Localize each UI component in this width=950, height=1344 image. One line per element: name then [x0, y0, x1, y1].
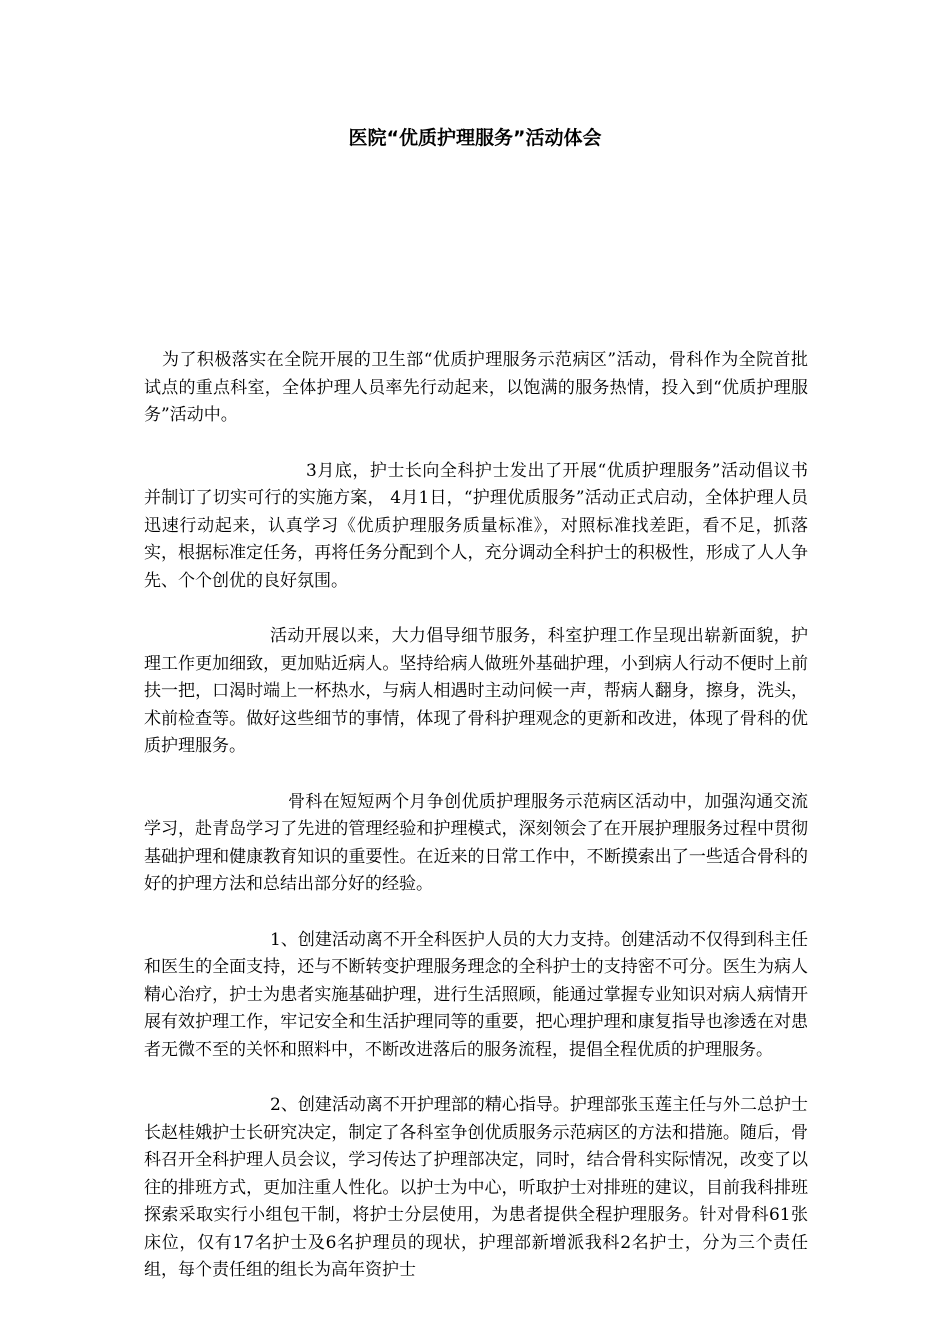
paragraph-point-1: 1、创建活动离不开全科医护人员的大力支持。创建活动不仅得到科主任和医生的全面支持，还与不断转变护理服务理念的全科护士的支持密不可分。医生为病人精心治疗，护士为患者实施基础护理，进行生活照顾，能通过掌握专业知识对病人病情开展有效护理工作，牢记安全和生活护理同等的重要，把心理护理和康复指导也渗透在对患者无微不至的关怀和照料中，不断改进落后的服务流程，提倡全程优质的护理服务。	[144, 929, 808, 1060]
paragraph-intro: 为了积极落实在全院开展的卫生部“优质护理服务示范病区”活动，骨科作为全院首批试点的重点科室，全体护理人员率先行动起来，以饱满的服务热情，投入到“优质护理服务”活动中。	[144, 350, 808, 425]
paragraph-learning: 骨科在短短两个月争创优质护理服务示范病区活动中，加强沟通交流学习，赴青岛学习了先进的管理经验和护理模式，深刻领会了在开展护理服务过程中贯彻基础护理和健康教育知识的重要性。在近来的日常工作中，不断摸索出了一些适合骨科的好的护理方法和总结出部分好的经验。	[144, 791, 808, 894]
document-title: 医院“优质护理服务”活动体会	[348, 127, 602, 149]
document-body	[144, 347, 808, 1313]
paragraph-details: 活动开展以来，大力倡导细节服务，科室护理工作呈现出崭新面貌，护理工作更加细致，更加贴近病人。坚持给病人做班外基础护理，小到病人行动不便时上前扶一把，口渴时端上一杯热水，与病人相遇时主动问候一声，帮病人翻身，擦身，洗头，术前检查等。做好这些细节的事情，体现了骨科护理观念的更新和改进，体现了骨科的优质护理服务。	[144, 626, 808, 756]
paragraph-launch: 3月底，护士长向全科护士发出了开展“优质护理服务”活动倡议书并制订了切实可行的实施方案， 4月1日，“护理优质服务”活动正式启动，全体护理人员迅速行动起来，认真学习《优质护理服务质量标准》，对照标准找差距，看不足，抓落实，根据标准定任务，再将任务分配到个人，充分调动全科护士的积极性，形成了人人争先、个个创优的良好氛围。	[144, 460, 808, 591]
paragraph-point-2: 2、创建活动离不开护理部的精心指导。护理部张玉莲主任与外二总护士长赵桂娥护士长研究决定，制定了各科室争创优质服务示范病区的方法和措施。随后，骨科召开全科护理人员会议，学习传达了护理部决定，同时，结合骨科实际情况，改变了以往的排班方式，更加注重人性化。以护士为中心，听取护士对排班的建议，目前我科排班探索采取实行小组包干制，将护士分层使用，为患者提供全程护理服务。针对骨科61张床位，仅有17名护士及6名护理员的现状，护理部新增派我科2名护士，分为三个责任组，每个责任组的组长为高年资护士	[144, 1095, 808, 1280]
